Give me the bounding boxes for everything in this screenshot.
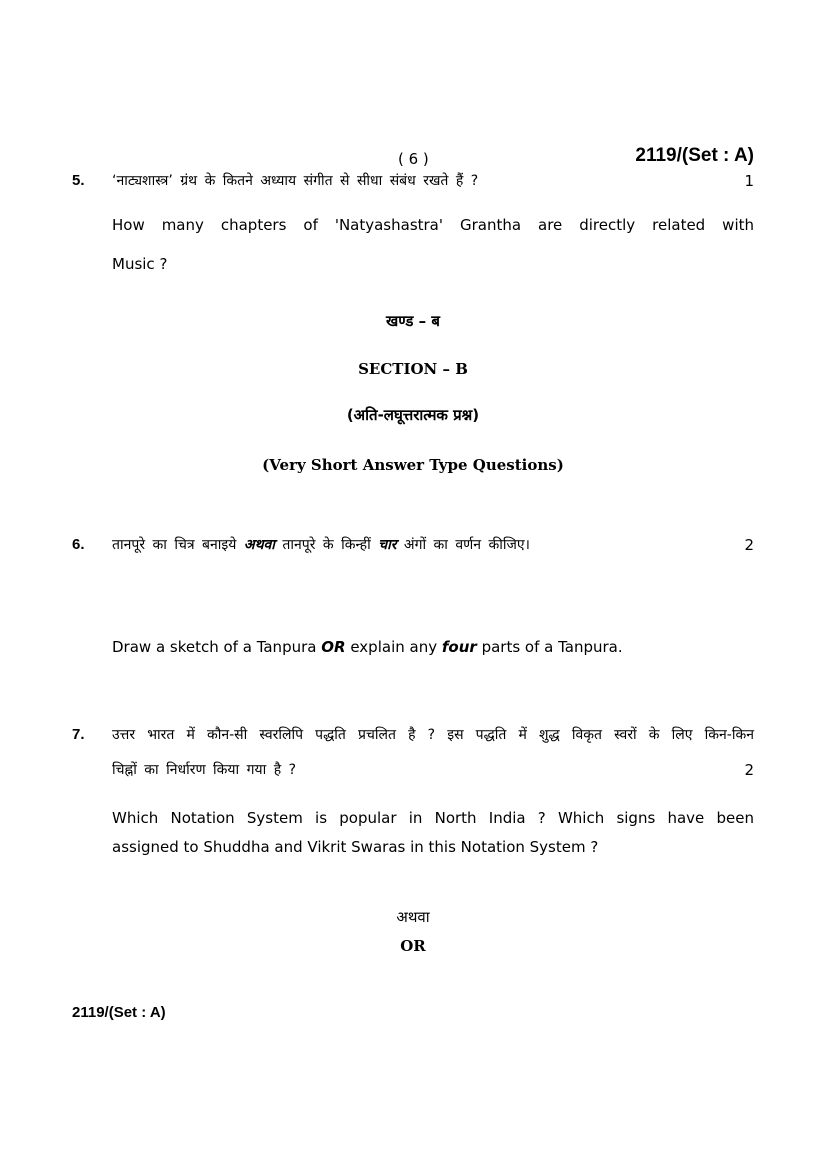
or-english: OR [400, 937, 426, 955]
question-6-hindi-part1: तानपूरे का चित्र बनाइये [112, 537, 237, 553]
question-7-hindi-line1-text: उत्तर भारत में कौन-सी स्वरलिपि पद्धति प्रचलित है ? इस पद्धति में शुद्ध विकृत स्वरों के लिए किन-किन [112, 727, 754, 743]
question-6-marks: 2 [744, 536, 754, 554]
section-hindi-title: खण्ड – ब [386, 312, 440, 330]
question-6-english-part3: parts of a Tanpura. [481, 638, 623, 656]
question-6-english-four: four [441, 638, 477, 656]
section-title: SECTION – B [358, 360, 468, 378]
question-7-english-line2: assigned to Shuddha and Vikrit Swaras in this Notation System ? [112, 838, 599, 856]
question-6-number: 6. [72, 536, 85, 553]
question-6-hindi-part2: तानपूरे के किन्हीं [282, 537, 371, 553]
question-6-hindi-part3: अंगों का वर्णन कीजिए। [403, 537, 530, 553]
question-6-english-part2: explain any [350, 638, 438, 656]
or-hindi: अथवा [396, 908, 430, 926]
question-7-number: 7. [72, 726, 85, 743]
question-7-english-line1: Which Notation System is popular in North India ? Which signs have been [112, 809, 754, 827]
set-code-header: 2119/(Set : A) [635, 145, 754, 166]
set-code-footer: 2119/(Set : A) [72, 1004, 166, 1021]
question-7-marks: 2 [744, 761, 754, 779]
question-5-marks: 1 [744, 172, 754, 190]
question-6-hindi-or: अथवा [243, 537, 275, 553]
question-6-hindi [112, 535, 530, 554]
question-5-english-line1: How many chapters of 'Natyashastra' Grantha are directly related with [112, 216, 754, 234]
page-number: ( 6 ) [398, 150, 429, 168]
question-5-hindi: ‘नाट्यशास्त्र’ ग्रंथ के कितने अध्याय संगीत से सीधा संबंध रखते हैं ? [112, 173, 479, 189]
question-6-english [112, 638, 623, 656]
question-7-hindi-line1 [112, 725, 754, 744]
question-5-english-line2: Music ? [112, 255, 168, 273]
section-hindi-subtitle: (अति-लघूत्तरात्मक प्रश्न) [346, 406, 480, 424]
question-6-english-or: OR [321, 638, 346, 656]
question-6-english-part1: Draw a sketch of a Tanpura [112, 638, 317, 656]
question-6-hindi-four: चार [378, 537, 397, 553]
question-5-number: 5. [72, 172, 85, 189]
question-7-hindi-line2: चिह्नों का निर्धारण किया गया है ? [112, 762, 297, 778]
section-subtitle: (Very Short Answer Type Questions) [262, 456, 564, 474]
